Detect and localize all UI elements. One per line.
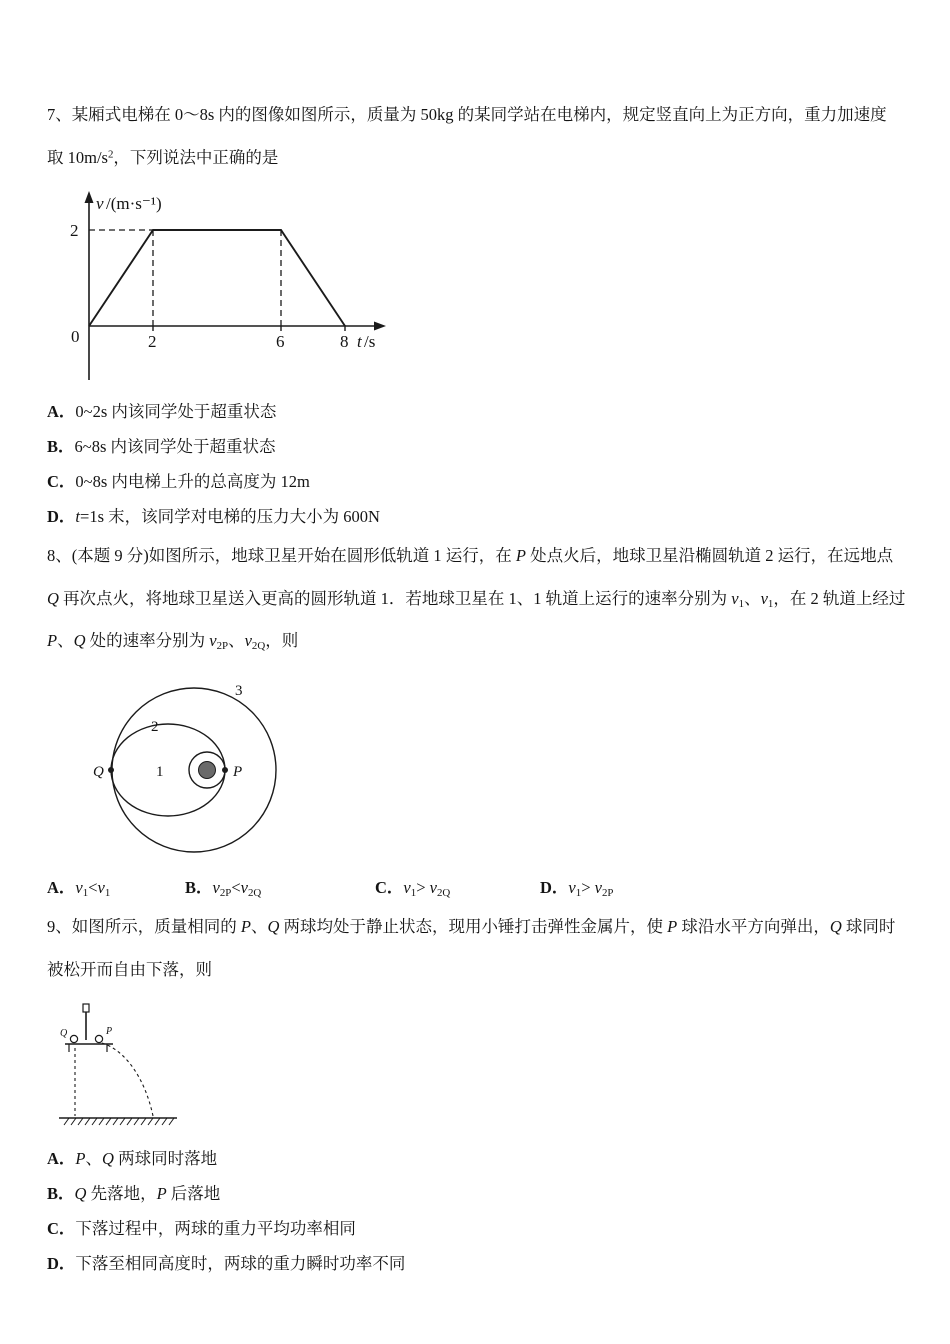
q7-option-a: A．0~2s 内该同学处于超重状态 [47, 401, 277, 421]
q8-stem-line-2: Q 再次点火，将地球卫星送入更高的圆形轨道 1．若地球卫星在 1、1 轨道上运行的速率分别为 $v_1$、$v_1$，在 2 轨道上经过 [47, 588, 906, 610]
q7-figure [59, 188, 910, 393]
q8-option-c: C．$v_1> v_{2Q}$ [375, 878, 451, 900]
q7-option-c: C．0~8s 内电梯上升的总高度为 12m [47, 471, 310, 491]
orbit-2-label: 2 [151, 719, 159, 736]
q7-option-d: D．t=1s 末，该同学对电梯的压力大小为 600N [47, 506, 380, 526]
projectile-free-fall-diagram [55, 1000, 205, 1135]
ball-q-label: Q [60, 1028, 68, 1040]
y-axis-label-symbol: v [96, 193, 104, 213]
x-axis-label-symbol: t [357, 331, 362, 351]
ground-hatching [64, 1118, 174, 1125]
y-axis-arrow-icon [85, 191, 94, 203]
point-p-label: P [233, 764, 243, 781]
satellite-orbits-diagram [55, 669, 305, 864]
q8-option-b: B．$v_{2P}<v_{2Q}$ [185, 878, 262, 900]
question-9 [47, 906, 910, 1282]
q9-option-c: C．下落过程中，两球的重力平均功率相同 [47, 1219, 356, 1239]
q8-option-a: A．$v_1<v_1$ [47, 878, 111, 900]
q9-stem-line-2: 被松开而自由下落，则 [47, 960, 212, 980]
question-7 [47, 94, 910, 535]
q8-options-row [47, 871, 910, 906]
q7-option-b: B．6~8s 内该同学处于超重状态 [47, 436, 276, 456]
orbit-3-label: 3 [235, 683, 243, 700]
q8-option-d: D．$v_1> v_{2P}$ [540, 878, 614, 900]
x-axis-label-unit: /s [364, 331, 376, 351]
ball-q [70, 1035, 77, 1042]
q9-figure [55, 1000, 910, 1140]
projectile-trajectory [102, 1043, 153, 1116]
q9-option-b: B．Q 先落地，P 后落地 [47, 1184, 221, 1204]
ball-p-label: P [106, 1026, 113, 1038]
q8-stem-line-3: P、Q 处的速率分别为 $v_{2P}$、$v_{2Q}$，则 [47, 631, 299, 653]
hammer-head [83, 1004, 89, 1012]
q7-stem-line-2: 取 $10m/s^2$，下列说法中正确的是 [47, 147, 279, 167]
velocity-curve [89, 230, 345, 326]
earth [199, 762, 216, 779]
point-q-label: Q [93, 764, 104, 781]
ball-p [95, 1035, 102, 1042]
q7-stem-line-1: 7、某厢式电梯在 0～8s 内的图像如图所示，质量为 50kg 的某同学站在电梯内，规定竖直向上为正方向，重力加速度 [47, 105, 887, 124]
origin-label: 0 [71, 326, 80, 346]
q8-stem-line-1: 8、(本题 9 分)如图所示，地球卫星开始在圆形低轨道 1 运行，在 P 处点火后，地球卫星沿椭圆轨道 2 运行，在远地点 [47, 545, 894, 565]
point-p-dot [222, 767, 228, 773]
x-tick-2: 2 [148, 331, 157, 351]
x-axis-arrow-icon [374, 321, 386, 330]
orbit-3-circle [112, 688, 276, 852]
x-tick-6: 6 [276, 331, 285, 351]
x-tick-8: 8 [340, 331, 349, 351]
orbit-1-label: 1 [156, 764, 164, 781]
point-q-dot [108, 767, 114, 773]
y-tick-2: 2 [70, 220, 79, 240]
velocity-time-graph [59, 188, 399, 388]
q8-figure [55, 669, 910, 869]
y-axis-label-unit: /(m·s⁻¹) [106, 193, 162, 213]
q9-option-a: A．P、Q 两球同时落地 [47, 1149, 218, 1169]
question-8 [47, 535, 910, 907]
q9-option-d: D．下落至相同高度时，两球的重力瞬时功率不同 [47, 1253, 406, 1273]
q9-stem-line-1: 9、如图所示，质量相同的 P、Q 两球均处于静止状态，现用小锤打击弹性金属片，使 P 球沿水平方向弹出，Q 球同时 [47, 917, 896, 937]
